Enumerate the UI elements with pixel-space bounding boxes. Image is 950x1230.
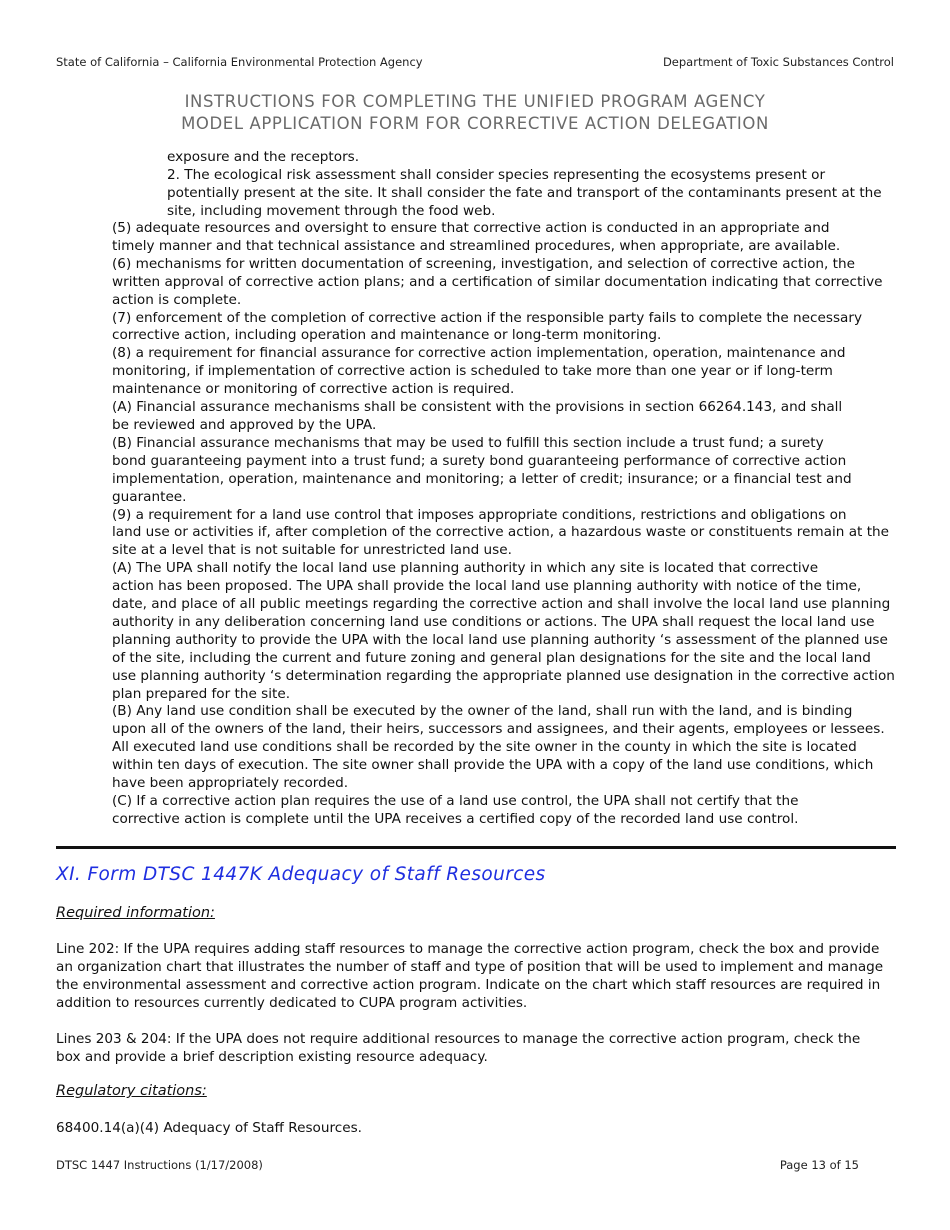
text-line: bond guaranteeing payment into a trust fund; a surety bond guaranteeing performance of corrective action: [112, 452, 847, 469]
regulatory-citations-heading: Regulatory citations:: [56, 1083, 207, 1099]
page-title-line-2: MODEL APPLICATION FORM FOR CORRECTIVE ACTION DELEGATION: [181, 114, 769, 133]
text-line: use planning authority ‘s determination regarding the appropriate planned use designation in the corrective action: [112, 667, 895, 684]
text-line: monitoring, if implementation of corrective action is scheduled to take more than one year or if long-term: [112, 363, 833, 380]
text-line: implementation, operation, maintenance and monitoring; a letter of credit; insurance; or a financial test and: [112, 470, 852, 487]
text-line: 2. The ecological risk assessment shall consider species representing the ecosystems present or: [167, 166, 826, 183]
footer-page-number: Page 13 of 15: [779, 1158, 859, 1172]
text-line: upon all of the owners of the land, their heirs, successors and assignees, and their agents, employees or lessees.: [112, 721, 885, 738]
text-line: (6) mechanisms for written documentation of screening, investigation, and selection of corrective action, the: [112, 255, 855, 272]
text-line: within ten days of execution. The site owner shall provide the UPA with a copy of the land use conditions, which: [112, 757, 874, 774]
text-line: written approval of corrective action plans; and a certification of similar documentation indicating that corrective: [112, 273, 883, 290]
text-line: timely manner and that technical assistance and streamlined procedures, when appropriate, are available.: [112, 237, 841, 254]
text-line: corrective action is complete until the UPA receives a certified copy of the recorded land use control.: [112, 810, 799, 827]
text-line: planning authority to provide the UPA with the local land use planning authority ‘s assessment of the planned use: [112, 631, 888, 648]
page-title-line-1: INSTRUCTIONS FOR COMPLETING THE UNIFIED PROGRAM AGENCY: [184, 92, 766, 111]
line-202-paragraph: [56, 941, 883, 1013]
text-line: (9) a requirement for a land use control that imposes appropriate conditions, restrictions and obligations on: [112, 506, 847, 523]
text-line: (B) Financial assurance mechanisms that may be used to fulfill this section include a trust fund; a surety: [112, 434, 824, 451]
text-line: site at a level that is not suitable for unrestricted land use.: [112, 542, 512, 559]
text-line: plan prepared for the site.: [112, 685, 291, 702]
text-line: (A) The UPA shall notify the local land use planning authority in which any site is located that corrective: [112, 560, 819, 577]
text-line: date, and place of all public meetings regarding the corrective action and shall involve the local land use planning: [112, 596, 891, 613]
footer-form-id: DTSC 1447 Instructions (1/17/2008): [56, 1158, 263, 1172]
text-line: box and provide a brief description existing resource adequacy.: [56, 1048, 488, 1065]
text-line: action is complete.: [112, 291, 242, 308]
text-line: action has been proposed. The UPA shall provide the local land use planning authority with notice of the time,: [112, 578, 862, 595]
text-line: (C) If a corrective action plan requires the use of a land use control, the UPA shall not certify that the: [112, 793, 799, 809]
text-line: addition to resources currently dedicated to CUPA program activities.: [56, 994, 528, 1011]
text-line: Lines 203 & 204: If the UPA does not require additional resources to manage the corrective action program, check the: [56, 1031, 861, 1047]
required-information-heading: Required information:: [56, 905, 215, 921]
text-line: (7) enforcement of the completion of corrective action if the responsible party fails to complete the necessary: [112, 309, 862, 326]
text-line: land use or activities if, after completion of the corrective action, a hazardous waste or constituents remain at the: [112, 524, 890, 541]
citation-text: 68400.14(a)(4) Adequacy of Staff Resources.: [56, 1120, 362, 1136]
text-line: site, including movement through the food web.: [167, 202, 496, 219]
text-line: be reviewed and approved by the UPA.: [112, 416, 377, 433]
text-line: authority in any deliberation concerning land use conditions or actions. The UPA shall request the local land use: [112, 613, 875, 630]
text-line: maintenance or monitoring of corrective action is required.: [112, 381, 515, 398]
text-line: an organization chart that illustrates the number of staff and type of position that will be used to implement and manage: [56, 958, 884, 975]
text-line: (8) a requirement for financial assurance for corrective action implementation, operation, maintenance and: [112, 345, 846, 362]
text-line: of the site, including the current and future zoning and general plan designations for the site and the local land: [112, 649, 871, 666]
text-line: (5) adequate resources and oversight to ensure that corrective action is conducted in an appropriate and: [112, 220, 830, 236]
section-divider: [56, 846, 896, 849]
text-line: (A) Financial assurance mechanisms shall be consistent with the provisions in section 66264.143, and shall: [112, 399, 843, 416]
section-heading: XI. Form DTSC 1447K Adequacy of Staff Resources: [56, 864, 546, 885]
text-line: (B) Any land use condition shall be executed by the owner of the land, shall run with the land, and is binding: [112, 703, 853, 720]
header-agency: State of California – California Environmental Protection Agency: [56, 55, 423, 69]
lines-203-204-paragraph: [56, 1031, 860, 1067]
text-line: Line 202: If the UPA requires adding staff resources to manage the corrective action program, check the box and provide: [56, 941, 880, 957]
requirements-list-block: [112, 220, 895, 829]
continued-text-block: [167, 149, 882, 221]
header-department: Department of Toxic Substances Control: [662, 55, 894, 69]
text-line: have been appropriately recorded.: [112, 775, 349, 792]
text-line: the environmental assessment and corrective action program. Indicate on the chart which staff resources are required in: [56, 976, 881, 993]
text-line: corrective action, including operation and maintenance or long-term monitoring.: [112, 327, 662, 344]
text-line: All executed land use conditions shall be recorded by the site owner in the county in which the site is located: [112, 739, 857, 756]
text-line: exposure and the receptors.: [167, 149, 360, 165]
text-line: guarantee.: [112, 488, 187, 505]
text-line: potentially present at the site. It shall consider the fate and transport of the contaminants present at the: [167, 184, 882, 201]
